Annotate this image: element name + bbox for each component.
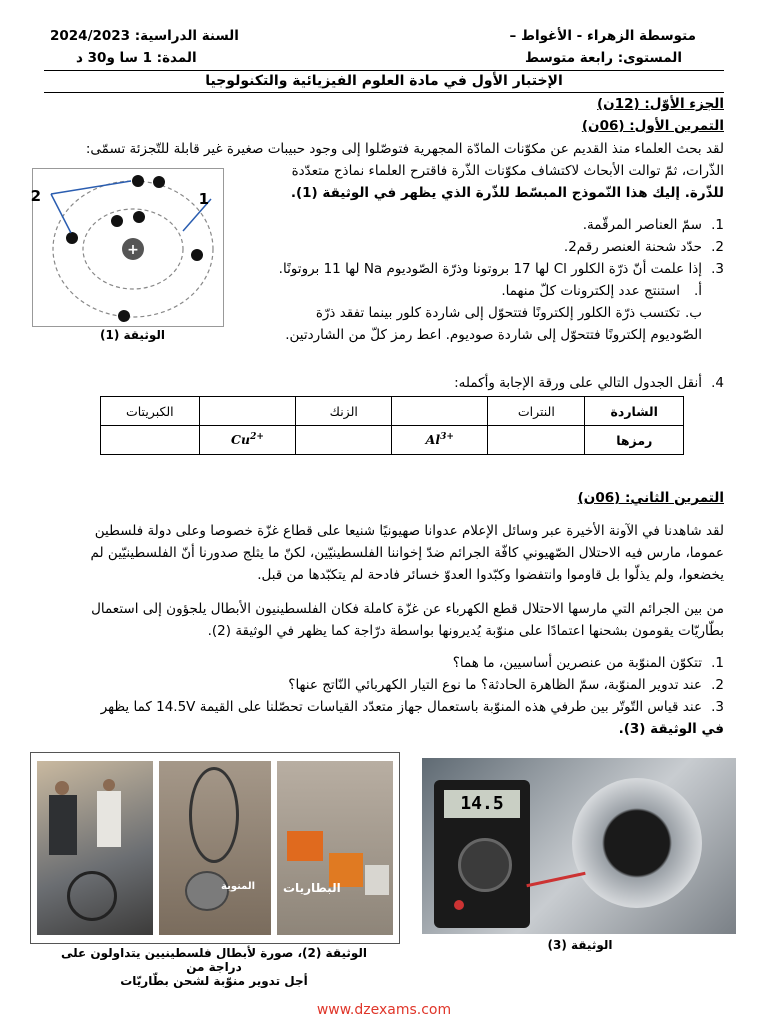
para-line: يخضعوا، ولم يذلّوا بل قاوموا وانتفضوا وكبّدوا العدوّ خسائر فادحة لم يتكبّدها من قبل. bbox=[257, 567, 724, 583]
arrow-2a bbox=[51, 194, 71, 233]
electron bbox=[118, 310, 130, 322]
electron bbox=[66, 232, 78, 244]
atom-diagram bbox=[32, 168, 224, 327]
doc2-caption bbox=[44, 946, 384, 988]
photo-alternator-bike bbox=[159, 761, 271, 935]
alternator-photo bbox=[572, 778, 702, 908]
person-body bbox=[49, 795, 77, 855]
table-cell bbox=[199, 397, 296, 426]
table-cell-al: $Al^{3+}$ bbox=[392, 426, 488, 455]
battery bbox=[365, 865, 389, 895]
exercise1-intro bbox=[44, 138, 724, 160]
para-line: عموما، مارس فيه الاحتلال الصّهيوني كافّة الجرائم ضدّ إخواننا الفلسطينيّين، لكنّ ما يثلج صدورنا أنّ الفلسطينيّين لم bbox=[90, 545, 724, 561]
doc2-photo-frame bbox=[30, 752, 400, 944]
part1-title: الجزء الأوّل: (12ن) bbox=[597, 96, 724, 112]
question-3: 3. إذا علمت أنّ ذرّة الكلور Cl لها 17 بروتونا وذرّة الصّوديوم Na لها 11 بروتونًا. bbox=[278, 261, 724, 277]
question-1: 1. سمّ العناصر المرقّمة. bbox=[582, 217, 724, 233]
duration: المدة: 1 سا و30 د bbox=[76, 50, 197, 66]
table-row bbox=[101, 397, 684, 426]
nucleus-plus: + bbox=[127, 242, 139, 258]
question-4: 4. أنقل الجدول التالي على ورقة الإجابة وأكمله: bbox=[454, 375, 724, 391]
photo-cyclists bbox=[37, 761, 153, 935]
person-head bbox=[55, 781, 69, 795]
intro-line: للذّرة. إليك هذا النّموذج المبسّط للذّرة الذي يظهر في الوثيقة (1). bbox=[290, 185, 724, 201]
table-cell: رمزها bbox=[585, 426, 684, 455]
school-year: السنة الدراسية: 2024/2023 bbox=[50, 28, 239, 44]
doc1-caption: الوثيقة (1) bbox=[100, 328, 165, 342]
para-line: بطّاريّات يقومون بشحنها اعتمادًا على منوّبة يُديرونها بواسطة درّاجة كما يظهر في الوثيقة (2). bbox=[207, 623, 724, 639]
table-cell: النترات bbox=[488, 397, 585, 426]
exercise2-para2 bbox=[44, 598, 724, 642]
question-3b-cont: الصّوديوم إلكترونًا فتتحوّل إلى شاردة صوديوم. اعط رمز كلّ من الشاردتين. bbox=[285, 327, 702, 343]
ions-table bbox=[100, 396, 684, 455]
question-3b: ب. تكتسب ذرّة الكلور إلكترونًا فتتحوّل إلى شاردة كلور بينما تفقد ذرّة bbox=[315, 305, 702, 321]
exercise2-para1 bbox=[44, 520, 724, 586]
bicycle-wheel bbox=[67, 871, 117, 921]
header-divider bbox=[44, 70, 724, 71]
table-cell bbox=[392, 397, 488, 426]
multimeter bbox=[434, 780, 530, 928]
electron bbox=[132, 175, 144, 187]
table-cell: الكبريتات bbox=[101, 397, 200, 426]
intro-line: لقد بحث العلماء منذ القديم عن مكوّنات المادّة المجهرية فتوصّلوا إلى وجود حبيبات صغيرة غير قابلة للتّجزئة تسمّى: bbox=[85, 141, 724, 157]
table-cell-cu: $Cu^{2+}$ bbox=[199, 426, 296, 455]
person-body bbox=[97, 791, 121, 847]
level: المستوى: رابعة متوسط bbox=[525, 50, 682, 66]
ex2-question-2: 2. عند تدوير المنوّبة، سمّ الظاهرة الحادثة؟ ما نوع التيار الكهربائي النّاتج عنها؟ bbox=[288, 677, 724, 693]
question-2: 2. حدّد شحنة العنصر رقم2. bbox=[563, 239, 724, 255]
probe-jack bbox=[454, 900, 464, 910]
table-cell bbox=[296, 426, 392, 455]
label-batteries: البطاريات bbox=[283, 881, 341, 895]
caption-line: الوثيقة (2)، صورة لأبطال فلسطينيين يتداولون على دراجة من bbox=[60, 946, 368, 974]
electron bbox=[133, 211, 145, 223]
exercise1-questions bbox=[236, 214, 724, 346]
exercise2-title: التمرين الثاني: (06ن) bbox=[577, 490, 724, 506]
ex2-question-3-cont: في الوثيقة (3). bbox=[618, 721, 724, 737]
table-cell bbox=[488, 426, 585, 455]
exercise1-title: التمرين الأول: (06ن) bbox=[581, 118, 724, 134]
table-cell: الشاردة bbox=[585, 397, 684, 426]
doc3-photo bbox=[422, 758, 736, 934]
label-alternator: المنوبة bbox=[221, 881, 256, 892]
intro-line: الذّرات، ثمّ توالت الأبحاث لاكتشاف مكوّنات الذّرة فاقترح العلماء نماذج متعدّدة bbox=[291, 163, 724, 179]
footer-site[interactable]: www.dzexams.com bbox=[316, 1002, 452, 1018]
electron bbox=[153, 176, 165, 188]
question-3a: أ. استنتج عدد إلكترونات كلّ منهما. bbox=[501, 283, 702, 299]
battery bbox=[287, 831, 323, 861]
table-row bbox=[101, 426, 684, 455]
probe-wire bbox=[526, 872, 585, 887]
multimeter-dial bbox=[458, 838, 512, 892]
exam-title: الإختبار الأول في مادة العلوم الفيزيائية والتكنولوجيا bbox=[205, 73, 563, 89]
multimeter-display: 14.5 bbox=[444, 790, 520, 818]
ex2-question-1: 1. تتكوّن المنوّبة من عنصرين أساسيين، ما هما؟ bbox=[452, 655, 724, 671]
doc3-caption: الوثيقة (3) bbox=[547, 938, 613, 952]
electron bbox=[111, 215, 123, 227]
ex2-question-3: 3. عند قياس التّوتّر بين طرفي هذه المنوّبة باستعمال جهاز متعدّد القياسات تحصّلنا على القيمة 14.5V كما يظهر bbox=[100, 699, 724, 715]
table-cell bbox=[101, 426, 200, 455]
header-divider-2 bbox=[44, 92, 724, 93]
electron bbox=[191, 249, 203, 261]
para-line: من بين الجرائم التي مارسها الاحتلال قطع الكهرباء عن غزّة كاملة فكان الفلسطينيون الأبطال يلجؤون إلى استعمال bbox=[91, 601, 724, 617]
atom-svg bbox=[30, 169, 223, 326]
school-name: متوسطة الزهراء - الأغواط – bbox=[509, 28, 696, 44]
arrow-2b bbox=[51, 181, 131, 194]
exercise1-intro-cont bbox=[236, 160, 724, 204]
photo-batteries bbox=[277, 761, 393, 935]
para-line: لقد شاهدنا في الآونة الأخيرة عبر وسائل الإعلام عدوانا صهيونيًا شنيعا على قطاع غزّة خصوصا وعلى دولة فلسطين bbox=[94, 523, 724, 539]
bicycle-wheel bbox=[189, 767, 239, 863]
person-head bbox=[103, 779, 115, 791]
label-2: 2 bbox=[30, 187, 41, 205]
exercise2-questions bbox=[44, 652, 724, 740]
table-cell: الزنك bbox=[296, 397, 392, 426]
caption-line: أجل تدوير منوّبة لشحن بطّاريّات bbox=[120, 974, 308, 988]
label-1: 1 bbox=[198, 190, 209, 208]
